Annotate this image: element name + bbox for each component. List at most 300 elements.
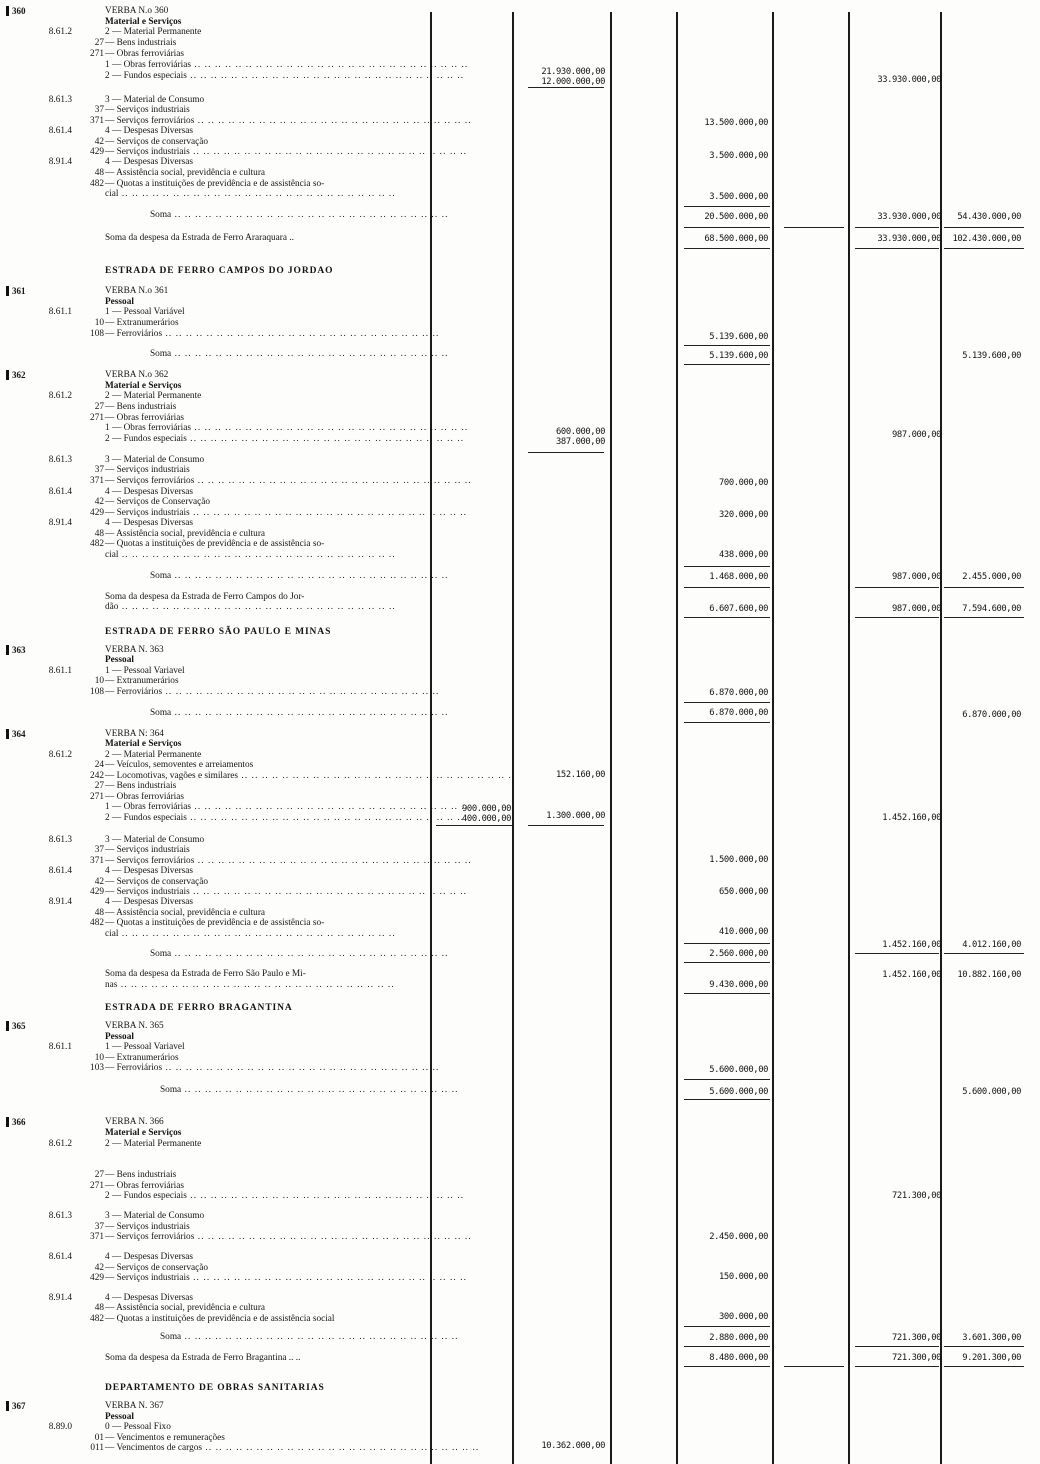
line-description [105,1353,300,1364]
amount-v5: 4.012.160,00 [962,940,1021,950]
total-rule [684,364,770,365]
line-description [105,49,184,60]
description-text: 3 — Material de Consumo [105,835,205,845]
total-rule [944,587,1024,588]
dot-leader: .. .. .. .. .. .. .. .. .. .. .. .. .. .. .. .. .. .. .. .. .. .. .. .. .. .. .. [162,687,440,697]
dot-leader: .. .. .. .. .. .. .. .. .. .. .. .. .. .. .. .. .. .. .. .. .. .. .. .. .. .. .. [190,802,469,812]
description-text: Soma [160,1085,182,1095]
total-rule [684,345,770,346]
line-description [105,1139,201,1150]
description-text: — Ferroviários [105,1063,163,1073]
column-rule [848,12,850,1464]
description-text: Soma [150,210,172,220]
total-rule [684,206,770,207]
subitem-code: 27 [94,781,104,791]
total-rule [684,993,770,994]
total-rule [684,943,770,944]
amount-v3: 9.430.000,00 [709,980,768,990]
description-text: cial [105,550,119,560]
total-rule [528,825,604,826]
description-text: — Serviços de conservação [105,137,209,147]
description-text: Soma [160,1332,182,1342]
total-rule [944,248,1024,249]
description-text: — Obras ferroviárias [105,792,184,802]
line-description [105,602,425,613]
line-description [105,1443,480,1454]
subitem-code: 27 [94,1170,104,1180]
description-text: Pessoal [105,1032,134,1042]
dot-leader: .. .. .. .. .. .. .. .. .. .. .. .. .. .. .. .. .. .. .. .. .. .. .. .. .. .. .. [186,1191,465,1201]
description-text: — Ferroviários [105,329,163,339]
line-description [105,1401,164,1412]
item-code: 8.61.3 [48,95,72,105]
amount-v4: 721.300,00 [892,1191,941,1201]
line-description [105,6,168,17]
section-label [105,655,134,666]
subitem-code: 10 [94,676,104,686]
subitem-code: 482 [90,539,104,549]
description-text: 1 — Pessoal Variavel [105,1042,185,1052]
total-rule [944,617,1024,618]
description-text: — Quotas a instituições de previdência e de assistência so- [105,918,325,928]
column-rule [940,12,942,1464]
line-description [105,897,193,908]
description-text: Material e Serviços [105,739,182,749]
total-rule [784,1366,844,1367]
description-text: 4 — Despesas Diversas [105,157,194,167]
item-code: 8.89.0 [48,1422,72,1432]
amount-v3: 2.880.000,00 [709,1333,768,1343]
amount-v3: 3.500.000,00 [709,151,768,161]
total-rule [684,1079,770,1080]
total-rule [684,1099,770,1100]
line-description [105,1191,465,1202]
subitem-code: 48 [94,529,104,539]
dot-leader: .. .. .. .. .. .. .. .. .. .. .. .. .. .. .. .. .. .. .. .. .. .. .. .. .. .. .. [118,550,396,560]
description-text: VERBA N.o 362 [105,370,169,380]
line-description [105,1042,185,1053]
description-text: — Assistência social, previdência e cultura [105,168,266,178]
line-description [150,708,449,719]
amount-v3: 1.500.000,00 [709,855,768,865]
description-text: dão [105,602,119,612]
amount-v5: 10.882.160,00 [957,970,1021,980]
line-description [105,1273,468,1284]
subitem-code: 01 [94,1433,104,1443]
dot-leader: .. .. .. .. .. .. .. .. .. .. .. .. .. .. .. .. .. .. .. .. .. .. .. .. .. .. .. [189,887,468,897]
line-description [105,476,472,487]
dot-leader: .. .. .. .. .. .. .. .. .. .. .. .. .. .. .. .. .. .. .. .. .. .. .. .. .. .. .. [117,980,395,990]
amount-v4: 33.930.000,00 [877,75,941,85]
dot-leader: .. .. .. .. .. .. .. .. .. .. .. .. .. .. .. .. .. .. .. .. .. .. .. .. .. .. .. [189,508,468,518]
description-text: VERBA N: 364 [105,729,164,739]
line-description [105,1170,176,1181]
total-rule [684,227,770,228]
total-rule [684,962,770,963]
line-description [105,813,465,824]
description-text: 4 — Despesas Diversas [105,126,194,136]
line-description [105,1211,204,1222]
amount-v3: 2.450.000,00 [709,1232,768,1242]
description-text: — Serviços industriais [105,845,190,855]
dot-leader: .. .. .. .. .. .. .. .. .. .. .. .. .. .. .. .. .. .. .. .. .. .. .. .. .. .. .. [186,71,465,81]
description-text: 4 — Despesas Diversas [105,897,194,907]
amount-v3: 2.560.000,00 [709,949,768,959]
item-code: 8.61.4 [48,126,72,136]
description-text: — Extranumerários [105,318,179,328]
item-code: 8.61.2 [48,27,72,37]
line-description [105,307,185,318]
line-description [105,1303,265,1314]
description-text: 3 — Material de Consumo [105,455,205,465]
description-text: — Serviços de conservação [105,1263,209,1273]
column-rule [512,12,514,1464]
amount-v1: 400.000,00 [462,814,511,824]
amount-v5: 102.430.000,00 [952,234,1021,244]
margin-verba-marker: 364 [6,729,26,739]
line-description [105,550,425,561]
subitem-code: 37 [94,845,104,855]
line-description [105,157,193,168]
subitem-code: 271 [90,1181,104,1191]
amount-v5: 9.201.300,00 [962,1353,1021,1363]
description-text: — Assistência social, previdência e cultura [105,908,266,918]
amount-v3: 700.000,00 [719,478,768,488]
line-description [105,71,465,82]
subitem-code: 482 [90,179,104,189]
line-description [105,1314,335,1325]
description-text: — Obras ferroviárias [105,1181,184,1191]
amount-v2: 1.300.000,00 [546,811,605,821]
amount-v2: 21.930.000,00 [541,67,605,77]
line-description [105,1252,193,1263]
item-code: 8.91.4 [48,157,72,167]
total-rule [855,248,939,249]
description-text: — Serviços ferroviários [105,1232,195,1242]
description-text: VERBA N. 363 [105,645,164,655]
dot-leader: .. .. .. .. .. .. .. .. .. .. .. .. .. .. .. .. .. .. .. .. .. .. .. .. .. .. .. [194,116,472,126]
description-text: 3 — Material de Consumo [105,95,205,105]
description-text: 4 — Despesas Diversas [105,518,194,528]
amount-v5: 2.455.000,00 [962,572,1021,582]
description-text: — Assistência social, previdência e cultura [105,529,266,539]
total-rule [684,248,770,249]
section-heading: ESTRADA DE FERRO BRAGANTINA [105,1003,293,1013]
amount-v3: 6.870.000,00 [709,708,768,718]
description-text: cial [105,929,119,939]
description-text: Material e Serviços [105,1128,182,1138]
total-rule [684,617,770,618]
line-description [150,949,449,960]
item-code: 8.61.3 [48,455,72,465]
total-rule [684,722,770,723]
amount-v3: 5.139.600,00 [709,332,768,342]
description-text: Material e Serviços [105,381,182,391]
margin-verba-marker: 362 [6,370,26,380]
total-rule [855,1346,939,1347]
dot-leader: .. .. .. .. .. .. .. .. .. .. .. .. .. .. .. .. .. .. .. .. .. .. .. .. .. .. .. [202,1443,480,1453]
subitem-code: 10 [94,318,104,328]
subitem-code: 011 [90,1443,104,1453]
subitem-code: 482 [90,1314,104,1324]
dot-leader: .. .. .. .. .. .. .. .. .. .. .. .. .. .. .. .. .. .. .. .. .. .. .. .. .. .. .. [181,1332,459,1342]
subitem-code: 103 [90,1063,104,1073]
line-description [105,802,469,813]
item-code: 8.91.4 [48,518,72,528]
description-text: 0 — Pessoal Fixo [105,1422,171,1432]
total-rule [684,587,770,588]
column-rule [430,12,432,1464]
description-text: — Bens industriais [105,1170,177,1180]
amount-v3: 68.500.000,00 [704,234,768,244]
amount-v5: 3.601.300,00 [962,1333,1021,1343]
amount-v4: 1.452.160,00 [882,970,941,980]
description-text: 1 — Obras ferroviárias [105,802,191,812]
description-text: — Serviços ferroviários [105,116,195,126]
item-code: 8.61.4 [48,1252,72,1262]
description-text: 2 — Fundos especiais [105,813,187,823]
margin-verba-marker: 363 [6,645,26,655]
dot-leader: .. .. .. .. .. .. .. .. .. .. .. .. .. .. .. .. .. .. .. .. .. .. .. .. .. .. .. [162,329,440,339]
line-description [105,38,176,49]
dot-leader: .. .. .. .. .. .. .. .. .. .. .. .. .. .. .. .. .. .. .. .. .. .. .. .. .. .. .. [171,571,449,581]
line-description [105,434,465,445]
column-rule [610,12,612,1464]
amount-v3: 13.500.000,00 [704,118,768,128]
dot-leader: .. .. .. .. .. .. .. .. .. .. .. .. .. .. .. .. .. .. .. .. .. .. .. .. .. .. .. [118,602,396,612]
line-description [105,687,440,698]
dot-leader: .. .. .. .. .. .. .. .. .. .. .. .. .. .. .. .. .. .. .. .. .. .. .. .. .. .. .. [237,771,516,781]
description-text: — Vencimentos de cargos [105,1443,202,1453]
description-text: — Serviços industriais [105,1222,190,1232]
subitem-code: 42 [94,877,104,887]
dot-leader: .. .. .. .. .. .. .. .. .. .. .. .. .. .. .. .. .. .. .. .. .. .. .. .. .. .. .. [162,1063,440,1073]
subitem-code: 42 [94,1263,104,1273]
margin-verba-marker: 367 [6,1401,26,1411]
amount-v3: 6.607.600,00 [709,604,768,614]
subitem-code: 271 [90,792,104,802]
amount-v4: 33.930.000,00 [877,212,941,222]
description-text: Pessoal [105,655,134,665]
amount-v4: 1.452.160,00 [882,813,941,823]
dot-leader: .. .. .. .. .. .. .. .. .. .. .. .. .. .. .. .. .. .. .. .. .. .. .. .. .. .. .. [118,189,396,199]
subitem-code: 429 [90,1273,104,1283]
dot-leader: .. .. .. .. .. .. .. .. .. .. .. .. .. .. .. .. .. .. .. .. .. .. .. .. .. .. .. [186,434,465,444]
item-code: 8.61.4 [48,487,72,497]
amount-v3: 410.000,00 [719,927,768,937]
amount-v3: 20.500.000,00 [704,212,768,222]
total-rule [855,953,939,954]
line-description [105,918,324,929]
description-text: — Assistência social, previdência e cultura [105,1303,266,1313]
description-text: nas [105,980,118,990]
amount-v2: 387.000,00 [556,437,605,447]
total-rule [436,825,512,826]
line-description [105,518,193,529]
amount-v3: 150.000,00 [719,1272,768,1282]
amount-v3: 6.870.000,00 [709,688,768,698]
margin-verba-marker: 360 [6,6,26,16]
line-description [105,676,179,687]
description-text: 2 — Material Permanente [105,391,202,401]
line-description [105,781,176,792]
description-text: — Serviços de conservação [105,877,209,887]
amount-v5: 5.600.000,00 [962,1087,1021,1097]
margin-verba-marker: 366 [6,1117,26,1127]
line-description [105,1422,171,1433]
dot-leader: .. .. .. .. .. .. .. .. .. .. .. .. .. .. .. .. .. .. .. .. .. .. .. .. .. .. .. [189,1273,468,1283]
description-text: 2 — Material Permanente [105,27,202,37]
total-rule [855,617,939,618]
item-code: 8.61.2 [48,391,72,401]
line-description [105,233,294,244]
amount-v3: 5.139.600,00 [709,351,768,361]
section-heading: DEPARTAMENTO DE OBRAS SANITARIAS [105,1383,325,1393]
description-text: VERBA N. 366 [105,1117,164,1127]
description-text: 1 — Pessoal Variavel [105,666,185,676]
total-rule [944,227,1024,228]
subitem-code: 429 [90,887,104,897]
amount-v3: 650.000,00 [719,887,768,897]
amount-v3: 3.500.000,00 [709,192,768,202]
description-text: — Ferroviários [105,687,163,697]
subitem-code: 429 [90,147,104,157]
amount-v5: 7.594.600,00 [962,604,1021,614]
total-rule [684,1366,770,1367]
amount-v4: 987.000,00 [892,430,941,440]
column-rule [676,12,678,1464]
line-description [105,423,469,434]
line-description [105,27,201,38]
item-code: 8.61.1 [48,666,72,676]
amount-v4: 987.000,00 [892,572,941,582]
line-description [105,1021,164,1032]
description-text: — Veículos, semoventes e arreiamentos [105,760,254,770]
description-text: — Serviços ferroviários [105,856,195,866]
subitem-code: 371 [90,116,104,126]
description-text: 4 — Despesas Diversas [105,487,194,497]
description-text: Material e Serviços [105,17,182,27]
dot-leader: .. .. .. .. .. .. .. .. .. .. .. .. .. .. .. .. .. .. .. .. .. .. .. .. .. .. .. [194,1232,472,1242]
total-rule [855,227,939,228]
line-description [105,497,210,508]
subitem-code: 271 [90,49,104,59]
description-text: cial [105,189,119,199]
description-text: 4 — Despesas Diversas [105,1252,194,1262]
total-rule [684,566,770,567]
subitem-code: 42 [94,137,104,147]
description-text: — Quotas a instituições de previdência e de assistência so- [105,179,325,189]
description-text: VERBA N. 365 [105,1021,164,1031]
section-label [105,1128,181,1139]
item-code: 8.91.4 [48,1293,72,1303]
amount-v2: 600.000,00 [556,427,605,437]
description-text: — Bens industriais [105,402,177,412]
item-code: 8.91.4 [48,897,72,907]
amount-v3: 1.468.000,00 [709,572,768,582]
subitem-code: 271 [90,413,104,423]
description-text: — Bens industriais [105,38,177,48]
dot-leader: .. .. .. .. .. .. .. .. .. .. .. .. .. .. .. .. .. .. .. .. .. .. .. .. .. .. .. [171,949,449,959]
dot-leader: .. .. .. .. .. .. .. .. .. .. .. .. .. .. .. .. .. .. .. .. .. .. .. .. .. .. .. [181,1085,459,1095]
description-text: Soma [150,349,172,359]
amount-v4: 721.300,00 [892,1333,941,1343]
amount-v3: 8.480.000,00 [709,1353,768,1363]
total-rule [684,1346,770,1347]
section-label [105,739,181,750]
description-text: Pessoal [105,1412,134,1422]
margin-verba-marker: 365 [6,1021,26,1031]
line-description [160,1332,459,1343]
description-text: — Serviços industriais [105,147,190,157]
amount-v2: 152.160,00 [556,770,605,780]
total-rule [528,452,604,453]
line-description [105,402,176,413]
subitem-code: 27 [94,38,104,48]
section-heading: ESTRADA DE FERRO CAMPOS DO JORDAO [105,266,334,276]
amount-v5: 54.430.000,00 [957,212,1021,222]
subitem-code: 371 [90,1232,104,1242]
dot-leader: .. .. .. .. .. .. .. .. .. .. .. .. .. .. .. .. .. .. .. .. .. .. .. .. .. .. .. [190,423,469,433]
amount-v5: 5.139.600,00 [962,351,1021,361]
dot-leader: .. .. .. .. .. .. .. .. .. .. .. .. .. .. .. .. .. .. .. .. .. .. .. .. .. .. .. [186,813,465,823]
description-text: Soma da despesa da Estrada de Ferro São Paulo e Mi- [105,969,306,979]
subitem-code: 48 [94,908,104,918]
subitem-code: 48 [94,168,104,178]
description-text: — Serviços ferroviários [105,476,195,486]
description-text: Soma da despesa da Estrada de Ferro Bragantina .. .. [105,1353,301,1363]
description-text: — Obras ferroviárias [105,413,184,423]
description-text: 1 — Obras ferroviárias [105,423,191,433]
amount-v5: 6.870.000,00 [962,710,1021,720]
item-code: 8.61.2 [48,1139,72,1149]
subitem-code: 108 [90,329,104,339]
section-heading: ESTRADA DE FERRO SÃO PAULO E MINAS [105,627,332,637]
description-text: VERBA N. 367 [105,1401,164,1411]
dot-leader: .. .. .. .. .. .. .. .. .. .. .. .. .. .. .. .. .. .. .. .. .. .. .. .. .. .. .. [171,349,449,359]
amount-v3: 300.000,00 [719,1312,768,1322]
subitem-code: 10 [94,1053,104,1063]
total-rule [855,587,939,588]
line-description [105,760,253,771]
description-text: — Bens industriais [105,781,177,791]
line-description [105,391,201,402]
item-code: 8.61.2 [48,750,72,760]
description-text: 2 — Material Permanente [105,750,202,760]
line-description [105,465,190,476]
line-description [150,210,449,221]
description-text: 2 — Fundos especiais [105,71,187,81]
total-rule [684,702,770,703]
line-description [105,370,168,381]
total-rule [684,1326,770,1327]
subitem-code: 37 [94,105,104,115]
description-text: — Vencimentos e remunerações [105,1433,225,1443]
amount-v2: 12.000.000,00 [541,77,605,87]
subitem-code: 482 [90,918,104,928]
description-text: — Quotas a instituições de previdência e de assistência social [105,1314,335,1324]
total-rule [528,87,604,88]
subitem-code: 108 [90,687,104,697]
description-text: Soma [150,708,172,718]
amount-v4: 987.000,00 [892,604,941,614]
description-text: 1 — Obras ferroviárias [105,60,191,70]
item-code: 8.61.4 [48,866,72,876]
description-text: — Serviços industriais [105,105,190,115]
line-description [105,168,265,179]
line-description [105,845,190,856]
line-description [105,126,193,137]
